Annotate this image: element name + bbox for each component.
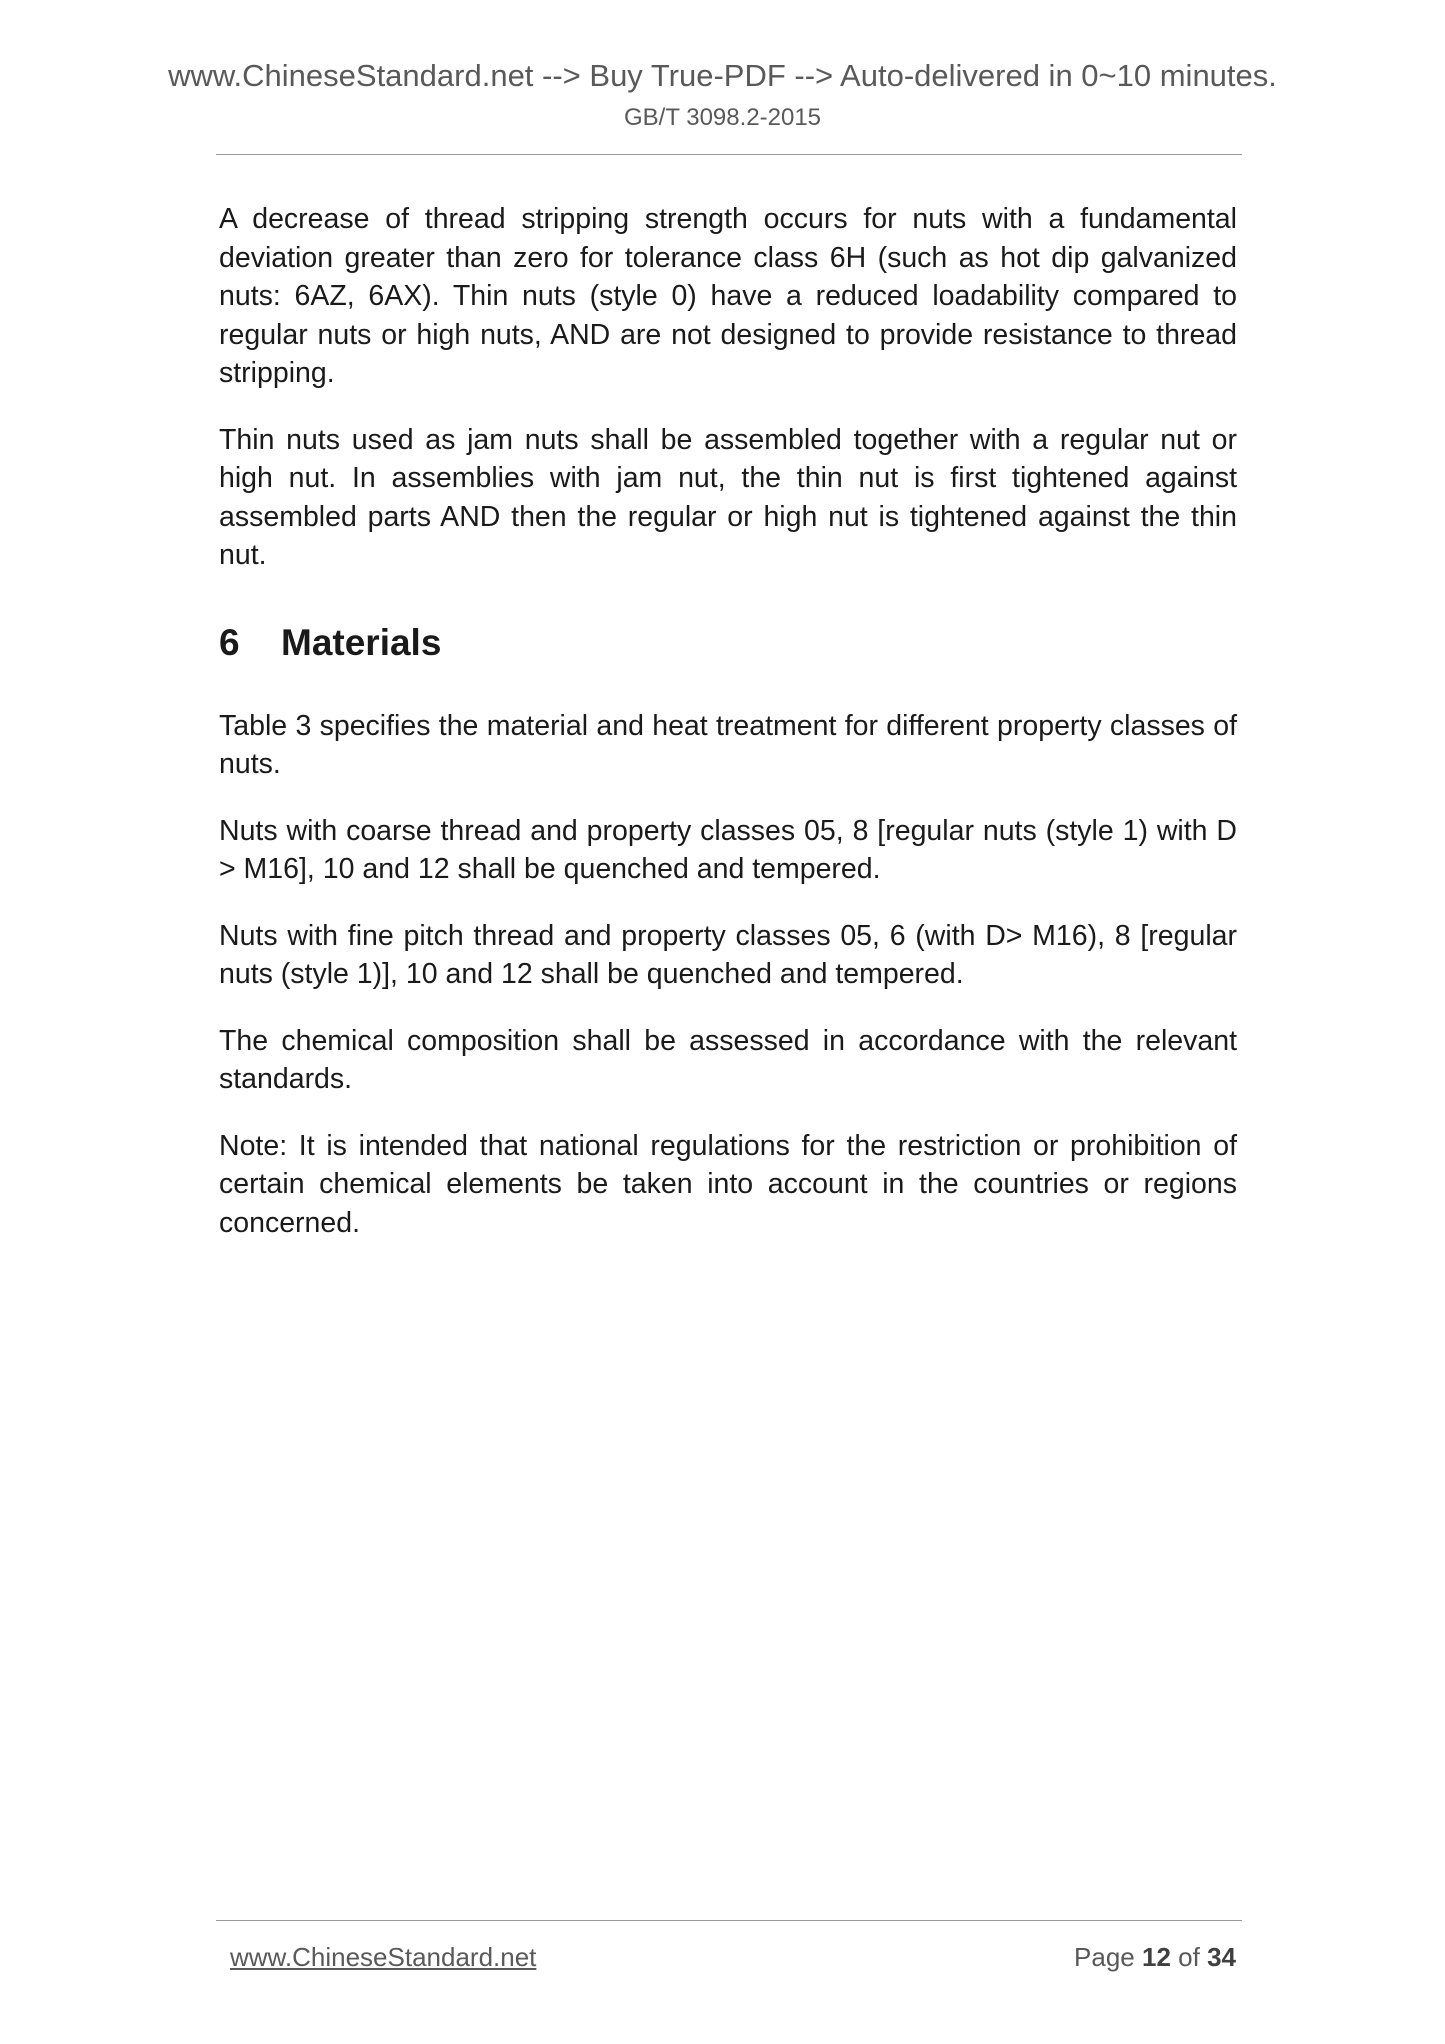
section-heading-materials	[219, 621, 1237, 665]
paragraph-table-3: Table 3 specifies the material and heat treatment for different property classes of nuts.	[219, 709, 1237, 780]
header-divider	[216, 154, 1242, 155]
page-total: 34	[1207, 1942, 1236, 1972]
page-number	[1074, 1941, 1236, 1973]
paragraph-chemical-composition: The chemical composition shall be assessed in accordance with the relevant standards.	[219, 1024, 1237, 1095]
page-label: Page	[1074, 1942, 1135, 1972]
page-current: 12	[1142, 1942, 1171, 1972]
footer-divider	[216, 1920, 1242, 1921]
footer-website-link[interactable]: www.ChineseStandard.net	[230, 1942, 537, 1972]
paragraph-thread-stripping: A decrease of thread stripping strength occurs for nuts with a fundamental deviation greater than zero for tolerance class 6H (such as hot dip galvanized nuts: 6AZ, 6AX). Thin nuts (style 0) have a reduced loadability compared to regular nuts or high nuts, AND are not designed to provide resistance to thread stripping.	[219, 203, 1237, 389]
section-title: Materials	[281, 621, 442, 663]
paragraph-note: Note: It is intended that national regulations for the restriction or prohibition of certain chemical elements be taken into account in the countries or regions concerned.	[219, 1129, 1237, 1239]
paragraph-jam-nuts: Thin nuts used as jam nuts shall be assembled together with a regular nut or high nut. In assemblies with jam nut, the thin nut is first tightened against assembled parts AND then the regular or high nut is tightened against the thin nut.	[219, 423, 1237, 571]
paragraph-coarse-thread: Nuts with coarse thread and property classes 05, 8 [regular nuts (style 1) with D > M16], 10 and 12 shall be quenched and tempered.	[219, 814, 1237, 885]
standard-code: GB/T 3098.2-2015	[623, 104, 822, 131]
header-banner: www.ChineseStandard.net --> Buy True-PDF --> Auto-delivered in 0~10 minutes.	[168, 58, 1277, 93]
paragraph-fine-pitch: Nuts with fine pitch thread and property classes 05, 6 (with D> M16), 8 [regular nuts (style 1)], 10 and 12 shall be quenched and tempered.	[219, 919, 1237, 990]
section-number: 6	[219, 621, 240, 663]
page-content	[219, 200, 1237, 1270]
page-of: of	[1178, 1942, 1200, 1972]
